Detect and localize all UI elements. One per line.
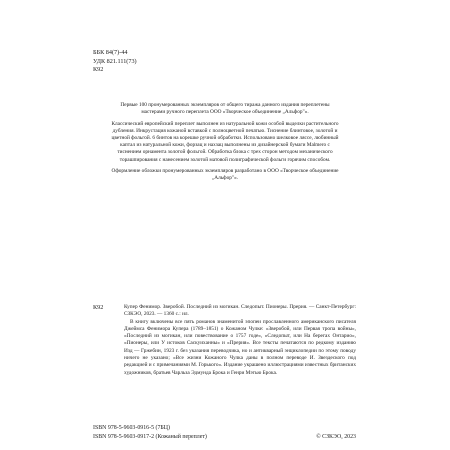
copyright-notice: © СЗКЭО, 2023 [316, 434, 356, 441]
udk-code: УДК 821.111(73) [93, 57, 137, 65]
colophon-paragraph: Первые 100 пронумерованных экземпляров от общего тиража данного издания переплетены мастерами ручного переплета ООО «Творческое объединение „Альфор"». [120, 102, 330, 116]
catalog-heading: Купер Фенимор. Зверобой. Последний из могикан. Следопыт. Пионеры. Прерия. — Санкт-Петербург: СЗКЭО, 2023. — 1360 с.: ил. [124, 304, 356, 318]
isbn-line: ISBN 978-5-9603-0916-5 (7БЦ) [93, 425, 171, 431]
bbk-code: ББК 84(7)-44 [93, 49, 128, 56]
author-mark: К92 [93, 66, 104, 74]
catalog-annotation: В книгу включены все пять романов знаменитой эпопеи прославленного американского писателя Джеймса Фенимора Купера (1789–1851) о Кожаном Чулке: «Зверобой, или Первая тропа войны», «Последний из могикан, или повествование о 1757 годе», «Следопыт, или На берегах Онтарио», «Пионеры, или У истоков Саскуиханны» и «Прерия». Все тексты печатаются по редкому изданию Изд — Гржебин, 1923 г. без указания переводчика, но и антикварный энциклопедии по этому поводу ничего не указано; «Все жизни Кожаного Чулка даны в полном переводе И. Звездеского под редакцией и с примечаниями М. Горького». Издание украшено иллюстрациями известных британских художников, братьев Чарльза Эдмунда Брока и Генри Мэтью Брока. [124, 318, 356, 376]
colophon-paragraph: Оформление обложки пронумерованных экземпляров разработано в ООО «Творческое объединение „Альфор"». [111, 168, 339, 182]
binding-colophon [108, 102, 342, 187]
colophon-paragraph: Классический европейский переплет выполнен из натуральной кожи особой выделки растительного дубления. Инкрустация кожаной вставкой с полноцветной печатью. Тиснение блинтовое, золотой и цветной фольгой. 6 бинтов на корешке ручной обработки. Использовано шелковое ляссе, любинный каптал из натуральной кожи, форзац и нахзац выполнены из дизайнерской бумаги Malmero с тиснением орнамента золотой фольгой. Обработка блока с трех сторон методом механического торашпирования с нанесением золотой матовой полиграфической фольги горячим способом. [111, 120, 339, 163]
catalog-entry [124, 304, 356, 377]
isbn-block [93, 424, 356, 443]
classification-codes [93, 49, 137, 75]
catalog-author-mark: К92 [93, 304, 104, 311]
isbn-line: ISBN 978-5-9603-0917-2 (Кожаный переплет) [93, 434, 207, 441]
